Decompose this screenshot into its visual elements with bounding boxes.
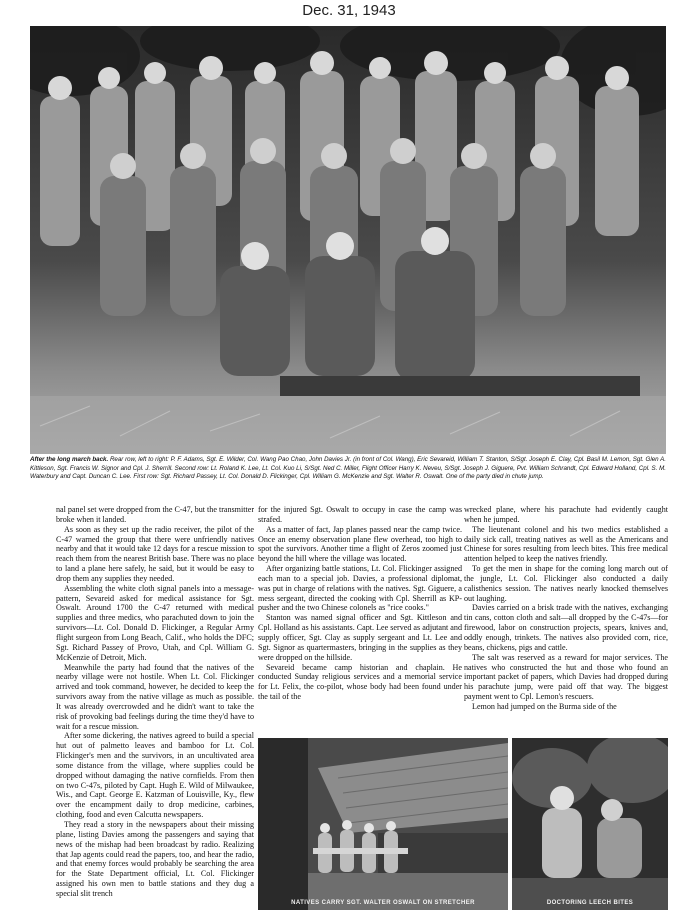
paragraph: Assembling the white cloth signal panels into a message-pattern, Sevareid asked for medical assistance for Sgt. Oswalt. Around 1700 the C-47 returned with medical supplies and three medics, who parachuted down to join the survivors—Lt. Col. Donald D. Flickinger, a Regular Army flight surgeon from Long Beach, Calif., who holds the DFC; Sgt. Richard Passey of Provo, Utah, and Cpl. William G. McKenzie of Detroit, Mich. [56,583,254,662]
caption-text: Rear row, left to right: P. F. Adams, Sgt. E. Wilder, Col. Wang Pao Chao, John Davies Jr. (in front of Col. Wang), Eric Sevareid, William T. Stanton, S/Sgt. Joseph E. Clay, Cpl. Basil M. Lemon, Sgt. Glen A. Kittleson, Sgt. Francis W. Signor and Cpl. J. Sherrill. Second row: Lt. Roland K. Lee, Lt. Col. Kuo Li, S/Sgt. Ned C. Miller, Flight Officer Harry K. Neveu, S/Sgt. Joseph J. Giguere, Pvt. William Schrandt, Cpl. Edward Holland, Cpl. S. M. Waterbury and Capt. Duncan C. Lee. First row: Sgt. Richard Passey, Lt. Col. Donald D. Flickinger, Cpl. William G. McKenzie and Sgt. Walter R. Oswalt. One of the party died in chute jump. [30,456,666,481]
paragraph: Lemon had jumped on the Burma side of the [472,701,617,711]
paragraph: After some dickering, the natives agreed to build a special hut out of palmetto leaves and bamboo for Lt. Col. Flickinger's men and the survivors, in an uncultivated area some distance from the village, where supplies could be dropped without damaging the native cornfields. From then on two C-47s, piloted by Capt. Hugh E. Wild of Milwaukee, Wis., and Capt. George E. Katzman of Louisville, Ky., flew over the encampment daily to drop medicine, carbines, clothing, food and even Calcutta newspapers. [56,731,254,820]
paragraph: The salt was reserved as a reward for major services. The natives who constructed the hut and those who found an important packet of papers, which Davies had dropped during his parachute jump, were paid off that way. The biggest payment went to Cpl. Lemon's rescuers. [464,652,668,702]
leech-photo-caption: DOCTORING LEECH BITES [546,900,634,906]
paragraph: After organizing battle stations, Lt. Col. Flickinger assigned each man to a special job. Davies, a professional diplomat, was put in charge of relations with the natives. Sgt. Giguere, a mess sergeant, directed the cooking with Cpl. Sherrill as KP-pusher and the two Chinese colonels as "rice cooks." [258,564,462,613]
stretcher-photo [258,738,508,910]
article-column-3 [464,505,668,731]
paragraph: wrecked plane, where his parachute had evidently caught when he jumped. [464,505,668,524]
paragraph: nal panel set were dropped from the C-47, but the transmitter broke when it landed. [56,505,254,524]
paragraph: As soon as they set up the radio receiver, the pilot of the C-47 warned the group that there were unfriendly natives nearby and that it would take 12 days for a rescue mission to reach them from the nearest British base. There was no place to land a plane here safely, he said, but it would be easy to drop them any supplies they needed. [56,524,254,583]
article-column-1 [56,505,254,905]
paragraph: Meanwhile the party had found that the natives of the nearby village were not hostile. When Lt. Col. Flickinger arrived and took command, however, he decided to keep the survivors away from the native village as much as possible. It was already overcrowded and he didn't want to take the risk of provoking bad feelings during the time they'd have to wait for a rescue mission. [56,662,254,731]
leech-photo-image [512,738,668,910]
paragraph: They read a story in the newspapers about their missing plane, listing Davies among the passengers and saying that news of the mishap had been broadcast by radio. Realizing that Jap agents could read the papers, too, and hear the radio, and that enemy forces would probably be searching the area for the State Department official, Lt. Col. Flickinger assigned his own men to battle stations and they dug a special slit trench [56,820,254,898]
page-date: Dec. 31, 1943 [302,2,396,19]
paragraph: Sevareid became camp historian and chaplain. He conducted Sunday religious services and a memorial service for Lt. Felix, the co-pilot, whose body had been found under the tail of the [258,662,462,702]
paragraph: To get the men in shape for the coming long march out of the jungle, Lt. Col. Flickinger also conducted a daily calisthenics session. The natives nearly knocked themselves out laughing. [464,564,668,603]
article-column-2 [258,505,462,731]
caption-lead: After the long march back. [30,456,109,463]
paragraph: As a matter of fact, Jap planes passed near the camp twice. Once an enemy observation plane flew overhead, too high to spot the survivors. Another time a flight of Zeros zoomed just beyond the hill where the village was located. [258,524,462,564]
paragraph: Davies carried on a brisk trade with the natives, exchanging tin cans, cotton cloth and salt—all dropped by the C-47s—for firewood, labor on construction projects, spears, knives and, oddly enough, trinkets. The natives also provided corn, rice, beans, chickens, pigs and cattle. [464,603,668,652]
group-photo-image [30,26,666,454]
group-photo [30,26,666,454]
group-photo-caption [30,456,666,482]
stretcher-photo-image [258,738,508,910]
paragraph: Stanton was named signal officer and Sgt. Kittleson and Cpl. Holland as his assistants. Capt. Lee served as adjutant and supply officer, Sgt. Clay as supply sergeant and Lt. Lee and Sgt. Signor as quartermasters, bringing in the supplies as they were dropped on the hillside. [258,613,462,662]
stretcher-photo-caption: NATIVES CARRY SGT. WALTER OSWALT ON STRETCHER [291,900,475,906]
leech-photo [512,738,668,910]
paragraph: The lieutenant colonel and his two medics established a daily sick call, treating natives as well as the Americans and Chinese for sores resulting from leech bites. This free medical attention helped to keep the natives friendly. [464,524,668,564]
paragraph: for the injured Sgt. Oswalt to occupy in case the camp was strafed. [258,505,462,524]
